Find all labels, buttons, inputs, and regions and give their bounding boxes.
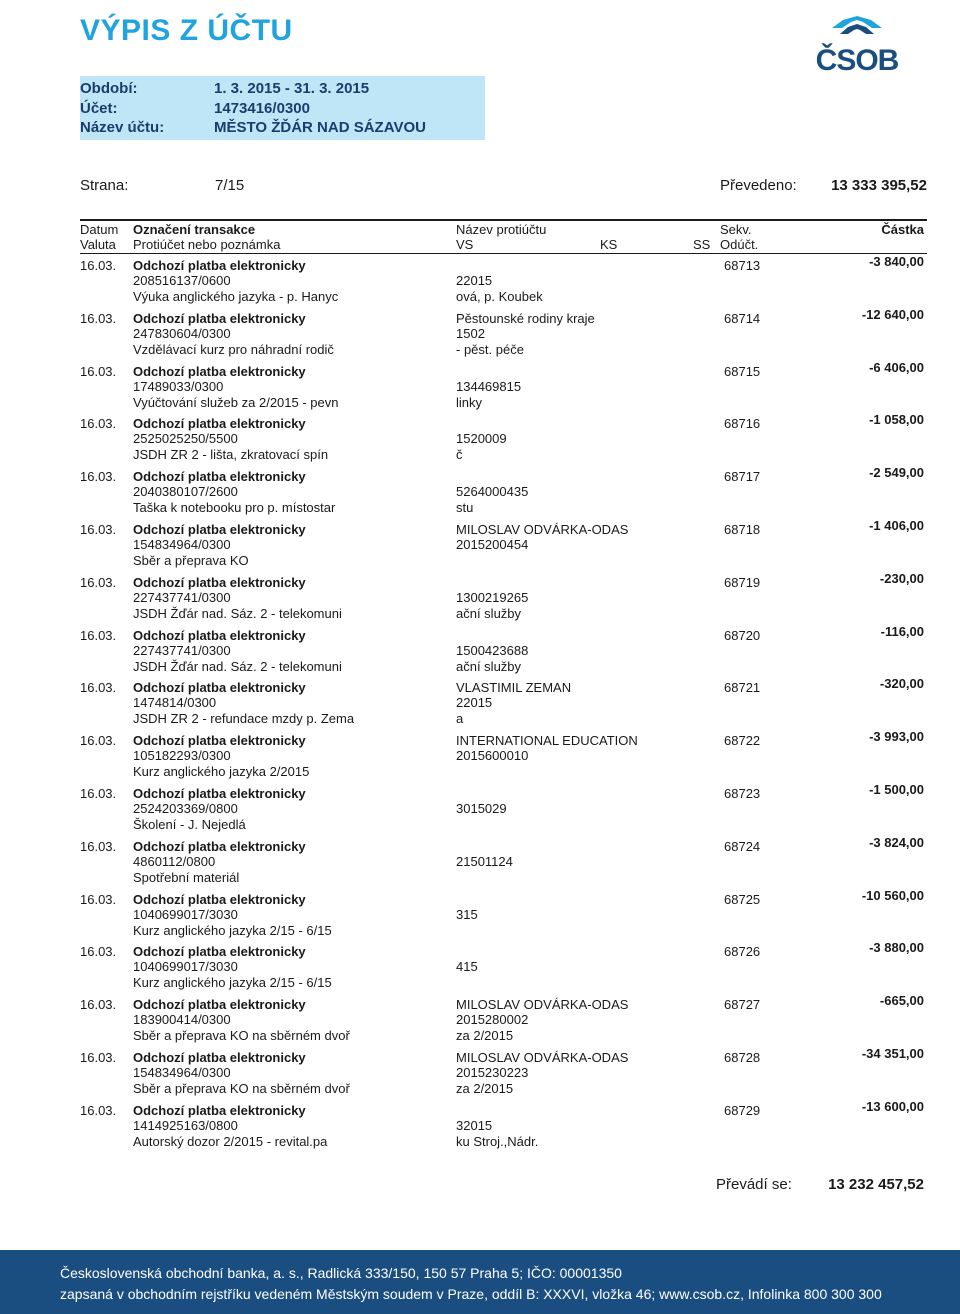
tx-type: Odchozí platba elektronicky <box>133 1050 306 1065</box>
tx-amount: -320,00 <box>879 676 924 692</box>
tx-amount: -230,00 <box>879 570 924 586</box>
account-name-label: Název účtu: <box>80 119 165 136</box>
tx-type: Odchozí platba elektronicky <box>133 469 306 485</box>
tx-counterparty-vs: 134469815 <box>456 378 522 394</box>
page-value: 7/15 <box>215 177 245 194</box>
header-valuta: Valuta <box>80 237 116 252</box>
tx-counterparty-vs: 5264000435 <box>456 484 529 500</box>
tx-date: 16.03. <box>80 627 117 643</box>
tx-account: 2524203369/0800 <box>133 801 238 816</box>
tx-note: JSDH Žďár nad. Sáz. 2 - telekomuni <box>133 658 342 674</box>
tx-type: Odchozí platba elektronicky <box>133 574 306 590</box>
tx-account: 154834964/0300 <box>133 1065 231 1080</box>
tx-sequence: 68714 <box>724 310 761 326</box>
tx-sequence: 68727 <box>724 997 761 1013</box>
tx-counterparty-vs: 1502 <box>456 325 485 341</box>
tx-account: 208516137/0600 <box>133 273 231 288</box>
tx-account: 183900414/0300 <box>133 1012 231 1028</box>
tx-counterparty-name: MILOSLAV ODVÁRKA-ODAS <box>456 1050 629 1065</box>
tx-date: 16.03. <box>80 416 117 432</box>
tx-note: Spotřební materiál <box>133 869 240 885</box>
tx-counterparty-vs: 2015230223 <box>456 1065 529 1080</box>
tx-counterparty-vs: 1300219265 <box>456 589 529 605</box>
tx-note: JSDH ZR 2 - lišta, zkratovací spín <box>133 447 329 463</box>
account-name-value: MĚSTO ŽĎÁR NAD SÁZAVOU <box>214 119 426 136</box>
tx-counterparty-extra: ku Stroj.,Nádr. <box>456 1133 539 1149</box>
tx-note: Vzdělávací kurz pro náhradní rodič <box>133 341 334 357</box>
summary-value: 13 232 457,52 <box>828 1176 924 1193</box>
tx-account: 1474814/0300 <box>133 695 217 711</box>
tx-sequence: 68718 <box>724 522 761 537</box>
table-row <box>80 782 927 838</box>
tx-date: 16.03. <box>80 1102 117 1118</box>
tx-note: Sběr a přeprava KO na sběrném dvoř <box>133 1028 350 1044</box>
tx-account: 2525025250/5500 <box>133 431 238 447</box>
tx-account: 1040699017/3030 <box>133 959 238 975</box>
footer <box>0 1250 960 1314</box>
tx-counterparty-vs: 21501124 <box>456 853 513 869</box>
tx-account: 17489033/0300 <box>133 378 224 394</box>
tx-counterparty-extra: za 2/2015 <box>456 1028 514 1044</box>
tx-type: Odchozí platba elektronicky <box>133 838 306 854</box>
tx-note: Sběr a přeprava KO <box>133 553 249 568</box>
tx-sequence: 68717 <box>724 469 761 485</box>
header-bottom-rule <box>80 253 927 254</box>
header-oduct: Odúčt. <box>720 237 759 252</box>
tx-note: Kurz anglického jazyka 2/15 - 6/15 <box>133 922 332 938</box>
tx-note: Kurz anglického jazyka 2/15 - 6/15 <box>133 975 332 991</box>
tx-date: 16.03. <box>80 680 117 696</box>
table-row <box>80 412 927 468</box>
table-row <box>80 359 927 416</box>
header-oznaceni: Označení transakce <box>133 222 256 237</box>
tx-date: 16.03. <box>80 944 117 960</box>
tx-counterparty-name: MILOSLAV ODVÁRKA-ODAS <box>456 997 629 1013</box>
tx-amount: -2 549,00 <box>869 465 924 481</box>
period-label: Období: <box>80 80 138 97</box>
tx-date: 16.03. <box>80 574 117 590</box>
tx-date: 16.03. <box>80 997 117 1013</box>
table-row <box>80 254 927 310</box>
tx-account: 154834964/0300 <box>133 537 231 552</box>
tx-counterparty-extra: ová, p. Koubek <box>456 289 543 304</box>
table-row <box>80 465 927 521</box>
table-row <box>80 887 927 944</box>
tx-type: Odchozí platba elektronicky <box>133 997 306 1013</box>
tx-type: Odchozí platba elektronicky <box>133 944 306 960</box>
tx-sequence: 68713 <box>724 258 761 273</box>
tx-note: JSDH ZR 2 - refundace mzdy p. Zema <box>133 711 355 727</box>
tx-sequence: 68720 <box>724 627 761 643</box>
tx-counterparty-vs: 1500423688 <box>456 642 529 658</box>
table-row <box>80 518 927 574</box>
tx-amount: -116,00 <box>880 623 924 639</box>
header-sekv: Sekv. <box>720 222 752 237</box>
tx-counterparty-vs: 1520009 <box>456 431 507 447</box>
header-castka: Částka <box>881 222 924 237</box>
tx-note: Kurz anglického jazyka 2/2015 <box>133 764 310 780</box>
header-top-rule <box>80 219 927 221</box>
tx-account: 4860112/0800 <box>133 853 216 869</box>
tx-amount: -34 351,00 <box>861 1046 924 1061</box>
table-row <box>80 1098 927 1155</box>
tx-counterparty-vs: 32015 <box>456 1117 493 1133</box>
tx-account: 227437741/0300 <box>133 642 231 658</box>
table-row <box>80 729 927 785</box>
tx-type: Odchozí platba elektronicky <box>133 310 306 326</box>
header-ss: SS <box>693 237 711 252</box>
tx-type: Odchozí platba elektronicky <box>133 258 306 273</box>
tx-account: 1040699017/3030 <box>133 906 238 922</box>
tx-sequence: 68722 <box>724 733 761 749</box>
tx-counterparty-vs: 22015 <box>456 273 493 288</box>
tx-type: Odchozí platba elektronicky <box>133 522 306 537</box>
tx-counterparty-vs: 3015029 <box>456 801 507 816</box>
tx-date: 16.03. <box>80 363 117 379</box>
tx-sequence: 68728 <box>724 1050 761 1065</box>
header-protiucet: Protiúčet nebo poznámka <box>133 237 281 252</box>
tx-account: 227437741/0300 <box>133 589 231 605</box>
tx-account: 105182293/0300 <box>133 748 231 764</box>
document-title: VÝPIS Z ÚČTU <box>80 14 293 47</box>
tx-amount: -12 640,00 <box>861 306 924 322</box>
page-label: Strana: <box>80 177 129 194</box>
tx-counterparty-name: Pěstounské rodiny kraje <box>456 310 595 326</box>
tx-counterparty-vs: 415 <box>456 959 478 975</box>
tx-date: 16.03. <box>80 786 117 801</box>
tx-amount: -10 560,00 <box>861 887 924 903</box>
tx-type: Odchozí platba elektronicky <box>133 680 306 696</box>
tx-sequence: 68716 <box>724 416 761 432</box>
summary-row <box>80 1176 927 1196</box>
tx-type: Odchozí platba elektronicky <box>133 733 306 749</box>
carried-value: 13 333 395,52 <box>831 177 927 194</box>
tx-type: Odchozí platba elektronicky <box>133 1102 306 1118</box>
tx-counterparty-extra: a <box>456 711 464 727</box>
tx-account: 2040380107/2600 <box>133 484 238 500</box>
tx-note: JSDH Žďár nad. Sáz. 2 - telekomuni <box>133 605 342 621</box>
tx-date: 16.03. <box>80 522 117 537</box>
table-row <box>80 1046 927 1102</box>
page-row <box>80 177 927 197</box>
table-row <box>80 993 927 1049</box>
period-value: 1. 3. 2015 - 31. 3. 2015 <box>214 80 370 97</box>
tx-amount: -1 500,00 <box>869 782 924 797</box>
tx-amount: -3 824,00 <box>869 834 924 850</box>
table-row <box>80 623 927 680</box>
tx-date: 16.03. <box>80 469 117 485</box>
footer-line-2: zapsaná v obchodním rejstříku vedeném Městským soudem v Praze, oddíl B: XXXVI, vložka 46; www.csob.cz, Infolinka 800 300 300 <box>60 1286 882 1302</box>
tx-counterparty-extra: ační služby <box>456 658 522 674</box>
tx-amount: -3 880,00 <box>869 940 924 956</box>
tx-amount: -13 600,00 <box>861 1098 924 1114</box>
tx-note: Výuka anglického jazyka - p. Hanyc <box>133 289 339 304</box>
tx-note: Vyúčtování služeb za 2/2015 - pevn <box>133 394 339 410</box>
tx-type: Odchozí platba elektronicky <box>133 416 306 432</box>
tx-date: 16.03. <box>80 1050 117 1065</box>
tx-amount: -3 993,00 <box>869 729 924 745</box>
tx-counterparty-extra: stu <box>456 500 474 516</box>
tx-sequence: 68725 <box>724 891 761 907</box>
tx-date: 16.03. <box>80 733 117 749</box>
tx-note: Autorský dozor 2/2015 - revital.pa <box>133 1133 328 1149</box>
tx-counterparty-extra: za 2/2015 <box>456 1081 514 1096</box>
tx-counterparty-name: INTERNATIONAL EDUCATION <box>456 733 638 749</box>
tx-amount: -1 406,00 <box>869 518 924 533</box>
account-info-box <box>80 76 485 140</box>
tx-counterparty-extra: č <box>456 447 463 463</box>
account-value: 1473416/0300 <box>214 100 310 117</box>
tx-counterparty-name: MILOSLAV ODVÁRKA-ODAS <box>456 522 629 537</box>
tx-amount: -1 058,00 <box>869 412 924 428</box>
tx-counterparty-extra: linky <box>456 394 483 410</box>
tx-type: Odchozí platba elektronicky <box>133 627 306 643</box>
logo-text: ČSOB <box>815 44 899 77</box>
tx-counterparty-extra: ační služby <box>456 605 522 621</box>
tx-counterparty-extra: - pěst. péče <box>456 341 524 357</box>
header-datum: Datum <box>80 222 119 237</box>
tx-counterparty-vs: 2015280002 <box>456 1012 529 1028</box>
tx-counterparty-vs: 22015 <box>456 695 493 711</box>
tx-counterparty-vs: 2015200454 <box>456 537 529 552</box>
tx-account: 1414925163/0800 <box>133 1117 238 1133</box>
tx-date: 16.03. <box>80 310 117 326</box>
tx-counterparty-vs: 2015600010 <box>456 748 529 764</box>
table-row <box>80 676 927 732</box>
tx-account: 247830604/0300 <box>133 325 231 341</box>
tx-amount: -6 406,00 <box>869 359 924 375</box>
summary-label: Převádí se: <box>716 1176 792 1193</box>
tx-note: Sběr a přeprava KO na sběrném dvoř <box>133 1081 350 1096</box>
tx-sequence: 68719 <box>724 574 761 590</box>
tx-amount: -665,00 <box>879 993 924 1009</box>
tx-date: 16.03. <box>80 838 117 854</box>
tx-type: Odchozí platba elektronicky <box>133 891 306 907</box>
tx-note: Školení - J. Nejedlá <box>133 817 246 832</box>
footer-line-1: Československá obchodní banka, a. s., Radlická 333/150, 150 57 Praha 5; IČO: 00001350 <box>60 1265 622 1281</box>
tx-sequence: 68715 <box>724 363 761 379</box>
tx-sequence: 68721 <box>724 680 761 696</box>
tx-counterparty-name: VLASTIMIL ZEMAN <box>456 680 572 696</box>
table-row <box>80 940 927 996</box>
table-row <box>80 570 927 627</box>
tx-sequence: 68724 <box>724 838 761 854</box>
tx-sequence: 68726 <box>724 944 761 960</box>
header-nazev: Název protiúčtu <box>456 222 547 237</box>
tx-date: 16.03. <box>80 258 117 273</box>
tx-amount: -3 840,00 <box>869 254 924 269</box>
account-label: Účet: <box>80 100 118 117</box>
carried-label: Převedeno: <box>720 177 797 194</box>
tx-sequence: 68723 <box>724 786 761 801</box>
tx-note: Taška k notebooku pro p. místostar <box>133 500 336 516</box>
tx-date: 16.03. <box>80 891 117 907</box>
table-row <box>80 306 927 363</box>
tx-type: Odchozí platba elektronicky <box>133 786 306 801</box>
tx-counterparty-vs: 315 <box>456 906 478 922</box>
tx-type: Odchozí platba elektronicky <box>133 363 306 379</box>
table-row <box>80 834 927 891</box>
header-vs: VS <box>456 237 474 252</box>
tx-sequence: 68729 <box>724 1102 761 1118</box>
header-ks: KS <box>600 237 618 252</box>
